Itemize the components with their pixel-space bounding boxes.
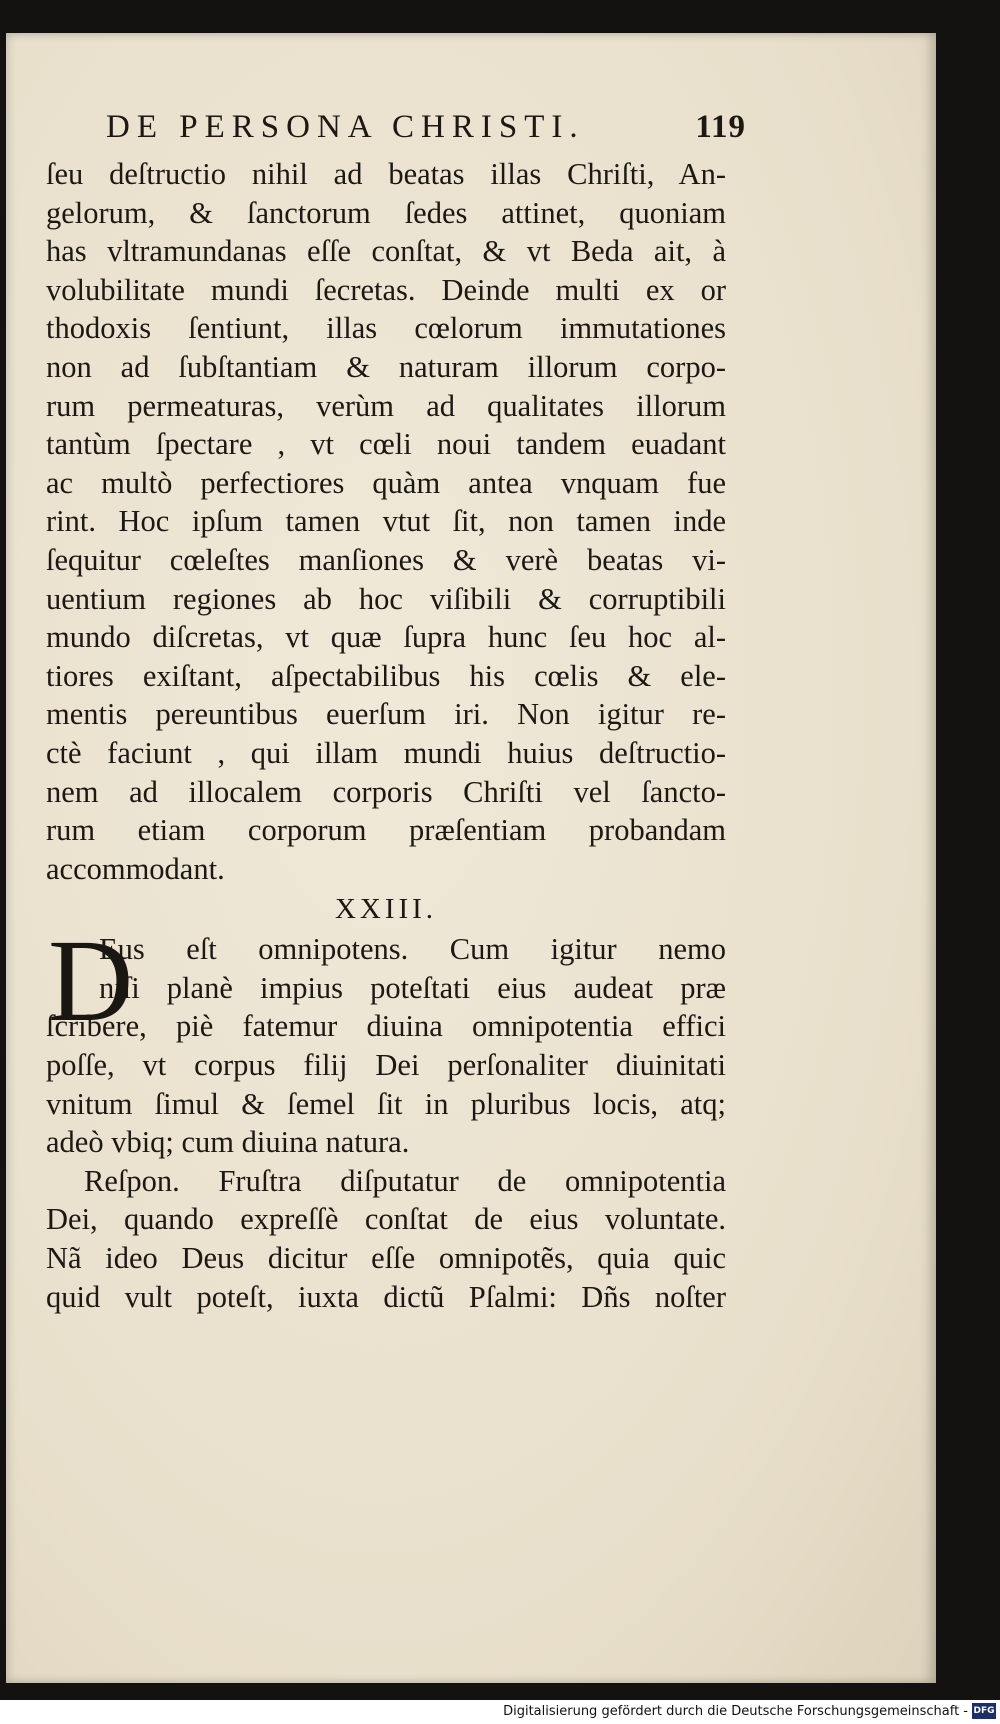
- digitization-footer: [0, 1700, 1000, 1724]
- text-line: vnitum ſimul & ſemel ſit in pluribus locis, atq;: [46, 1086, 726, 1121]
- text-line: ctè faciunt , qui illam mundi huius deſtructio-: [46, 735, 726, 770]
- text-line: niſi planè impius poteſtati eius audeat præ: [99, 970, 726, 1005]
- text-line: Dei, quando expreſſè conſtat de eius voluntate.: [46, 1202, 726, 1237]
- text-line: accommodant.: [46, 851, 225, 886]
- text-line: quid vult poteſt, iuxta dictũ Pſalmi: Dñs noſter: [46, 1279, 726, 1314]
- text-line: rum etiam corporum præſentiam probandam: [46, 813, 726, 848]
- section-number: XXIII.: [334, 893, 438, 926]
- text-line: mundo diſcretas, vt quæ ſupra hunc ſeu hoc al-: [46, 620, 726, 655]
- running-title: DE PERSONA CHRISTI.: [106, 109, 585, 145]
- text-line: Eus eſt omnipotens. Cum igitur nemo: [99, 932, 726, 967]
- text-line: tiores exiſtant, aſpectabilibus his cœlis & ele-: [46, 658, 726, 693]
- paragraph-top: [46, 155, 726, 888]
- text-line: Nã ideo Deus dicitur eſſe omnipotẽs, quia quic: [46, 1241, 726, 1276]
- text-line: nem ad illocalem corporis Chriſti vel ſancto-: [46, 774, 726, 809]
- drop-cap-initial: D: [48, 915, 134, 1047]
- text-line: rint. Hoc ipſum tamen vtut ſit, non tamen inde: [46, 504, 726, 539]
- text-line: ſeu deſtructio nihil ad beatas illas Chriſti, An-: [46, 157, 726, 191]
- text-line: gelorum, & ſanctorum ſedes attinet, quoniam: [46, 195, 726, 230]
- text-line: non ad ſubſtantiam & naturam illorum corpo-: [46, 349, 726, 384]
- text-line: has vltramundanas eſſe conſtat, & vt Beda ait, à: [46, 234, 726, 269]
- page-number: 119: [695, 109, 746, 145]
- section-paragraph: [46, 915, 726, 1162]
- text-line: ſcribere, piè fatemur diuina omnipotentia effici: [46, 1009, 726, 1044]
- book-page: [6, 33, 936, 1683]
- text-line: tantùm ſpectare , vt cœli noui tandem euadant: [46, 427, 726, 462]
- dfg-logo: DFG: [972, 1703, 996, 1719]
- text-line: adeò vbiq; cum diuina natura.: [46, 1125, 410, 1160]
- section-lines: [46, 930, 726, 1162]
- text-line: poſſe, vt corpus filij Dei perſonaliter diuinitati: [46, 1048, 726, 1083]
- text-line: ac multò perfectiores quàm antea vnquam fue: [46, 465, 726, 500]
- running-header: [106, 109, 746, 146]
- response-paragraph: [46, 1162, 726, 1316]
- text-line: thodoxis ſentiunt, illas cœlorum immutationes: [46, 311, 726, 346]
- text-line: ſequitur cœleſtes manſiones & verè beatas vi-: [46, 542, 726, 577]
- funding-credit: Digitalisierung gefördert durch die Deutsche Forschungsgemeinschaft -: [503, 1704, 968, 1719]
- text-line: uentium regiones ab hoc viſibili & corruptibili: [46, 581, 726, 616]
- text-line: rum permeaturas, verùm ad qualitates illorum: [46, 388, 726, 423]
- text-line: volubilitate mundi ſecretas. Deinde multi ex or: [46, 272, 726, 307]
- body-text: [46, 155, 726, 1316]
- text-line: mentis pereuntibus euerſum iri. Non igitur re-: [46, 697, 726, 732]
- text-line: Reſpon. Fruſtra diſputatur de omnipotentia: [84, 1163, 726, 1198]
